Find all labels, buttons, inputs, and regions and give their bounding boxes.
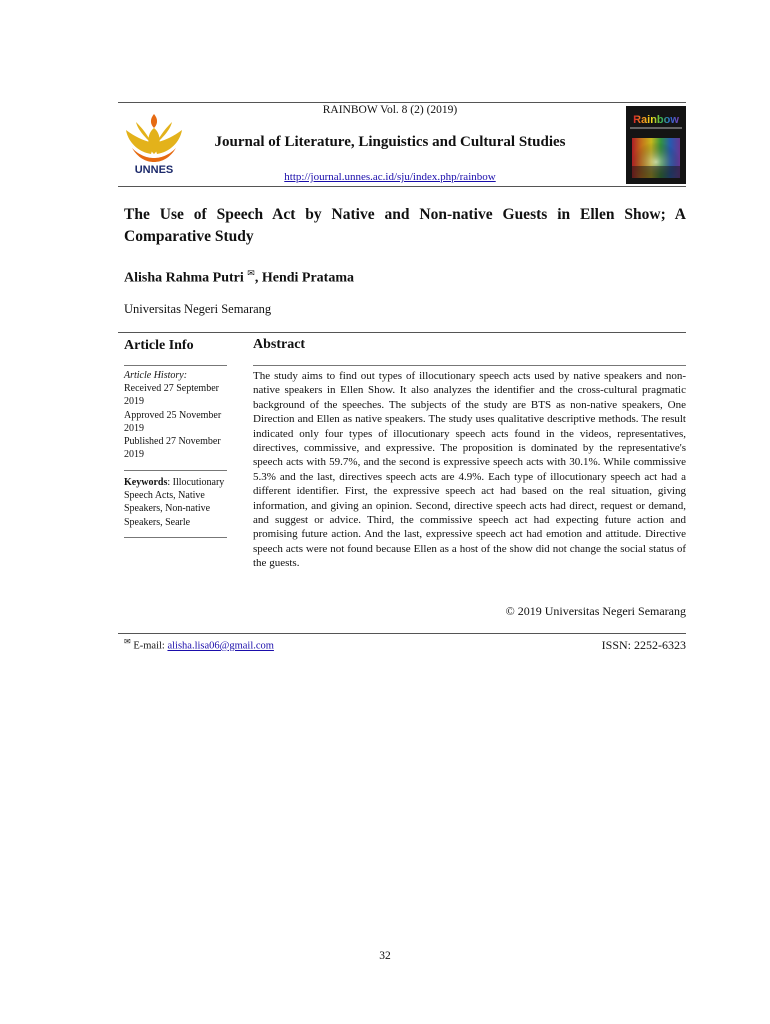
abstract-text: The study aims to find out types of illocutionary speech acts used by native speakers and non-native speakers in Ellen Show. It also analyzes the identifier and the cross-cultural pragmatic background of the speeches. The subjects of the study are BTS as non-native speakers, One Direction and Ellen as native speakers. The study uses qualitative descriptive methods. The result indicated only four types of illocutionary speech acts found in the videos, representatives, directives, commissive, and expressive. The proposition is dominated by the representative's speech acts with 59.7%, and the second is expressive speech acts with 30.1%. While commissive 5.3% and the last, directives speech acts are 4.9%. Each type of illocutionary speech act had a different identifier. First, the expressive speech act had based on the real situation, giving information, and giving an opinion. Second, directive speech acts had direct, request or demand, and suggest or advice. Third, the commissive speech act had expecting future action and promising future action. And the last, expressive speech act had emotion and attitude. Directive speech acts were not found because Ellen as a host of the show did not change the social status of the guests. [253,370,686,570]
article-info-rule [124,365,227,366]
copyright: © 2019 Universitas Negeri Semarang [505,604,686,618]
history-rule [124,470,227,471]
article-history [124,369,236,461]
email-label: E-mail: [133,640,165,652]
history-received: Received 27 September 2019 [124,383,219,408]
envelope-icon: ✉ [124,637,131,646]
history-approved: Approved 25 November 2019 [124,409,222,434]
authors [124,268,354,287]
envelope-icon: ✉ [247,268,255,278]
unnes-logo [118,108,190,180]
history-heading: Article History: [124,370,188,381]
issn: ISSN: 2252-6323 [601,638,686,652]
journal-volume: RAINBOW Vol. 8 (2) (2019) [322,104,458,116]
logo-text: UNNES [134,164,174,176]
author-name: Hendi Pratama [261,270,354,286]
affiliation: Universitas Negeri Semarang [124,302,272,316]
author-name: Alisha Rahma Putri [124,270,244,286]
header-bottom-rule [118,186,686,187]
keywords: Keywords: Illocutionary Speech Acts, Native Speakers, Non-native Speakers, Searle [124,477,225,528]
header-top-rule [118,102,686,103]
history-published: Published 27 November 2019 [124,436,221,461]
page-number: 32 [379,950,391,962]
keywords-text: Illocutionary Speech Acts, Native Speakers, Non-native Speakers, Searle [124,477,225,528]
author-separator: , [254,270,262,286]
cover-title: Rainbow [633,114,679,126]
journal-name: Journal of Literature, Linguistics and Cultural Studies [214,134,566,150]
paper-title: The Use of Speech Act by Native and Non-native Guests in Ellen Show; A Comparative Study [124,206,686,245]
footer-rule [118,633,686,634]
journal-cover-image [626,106,686,184]
keywords-rule [124,537,227,538]
journal-url [190,171,590,183]
section-top-rule [118,332,686,333]
keywords-label: Keywords [124,477,168,488]
email-line [124,637,274,652]
article-info-heading: Article Info [124,338,194,353]
journal-url-link[interactable]: http://journal.unnes.ac.id/sju/index.php/rainbow [284,171,496,183]
abstract-heading: Abstract [253,337,306,352]
abstract-rule [253,365,686,366]
email-link[interactable]: alisha.lisa06@gmail.com [167,640,274,652]
